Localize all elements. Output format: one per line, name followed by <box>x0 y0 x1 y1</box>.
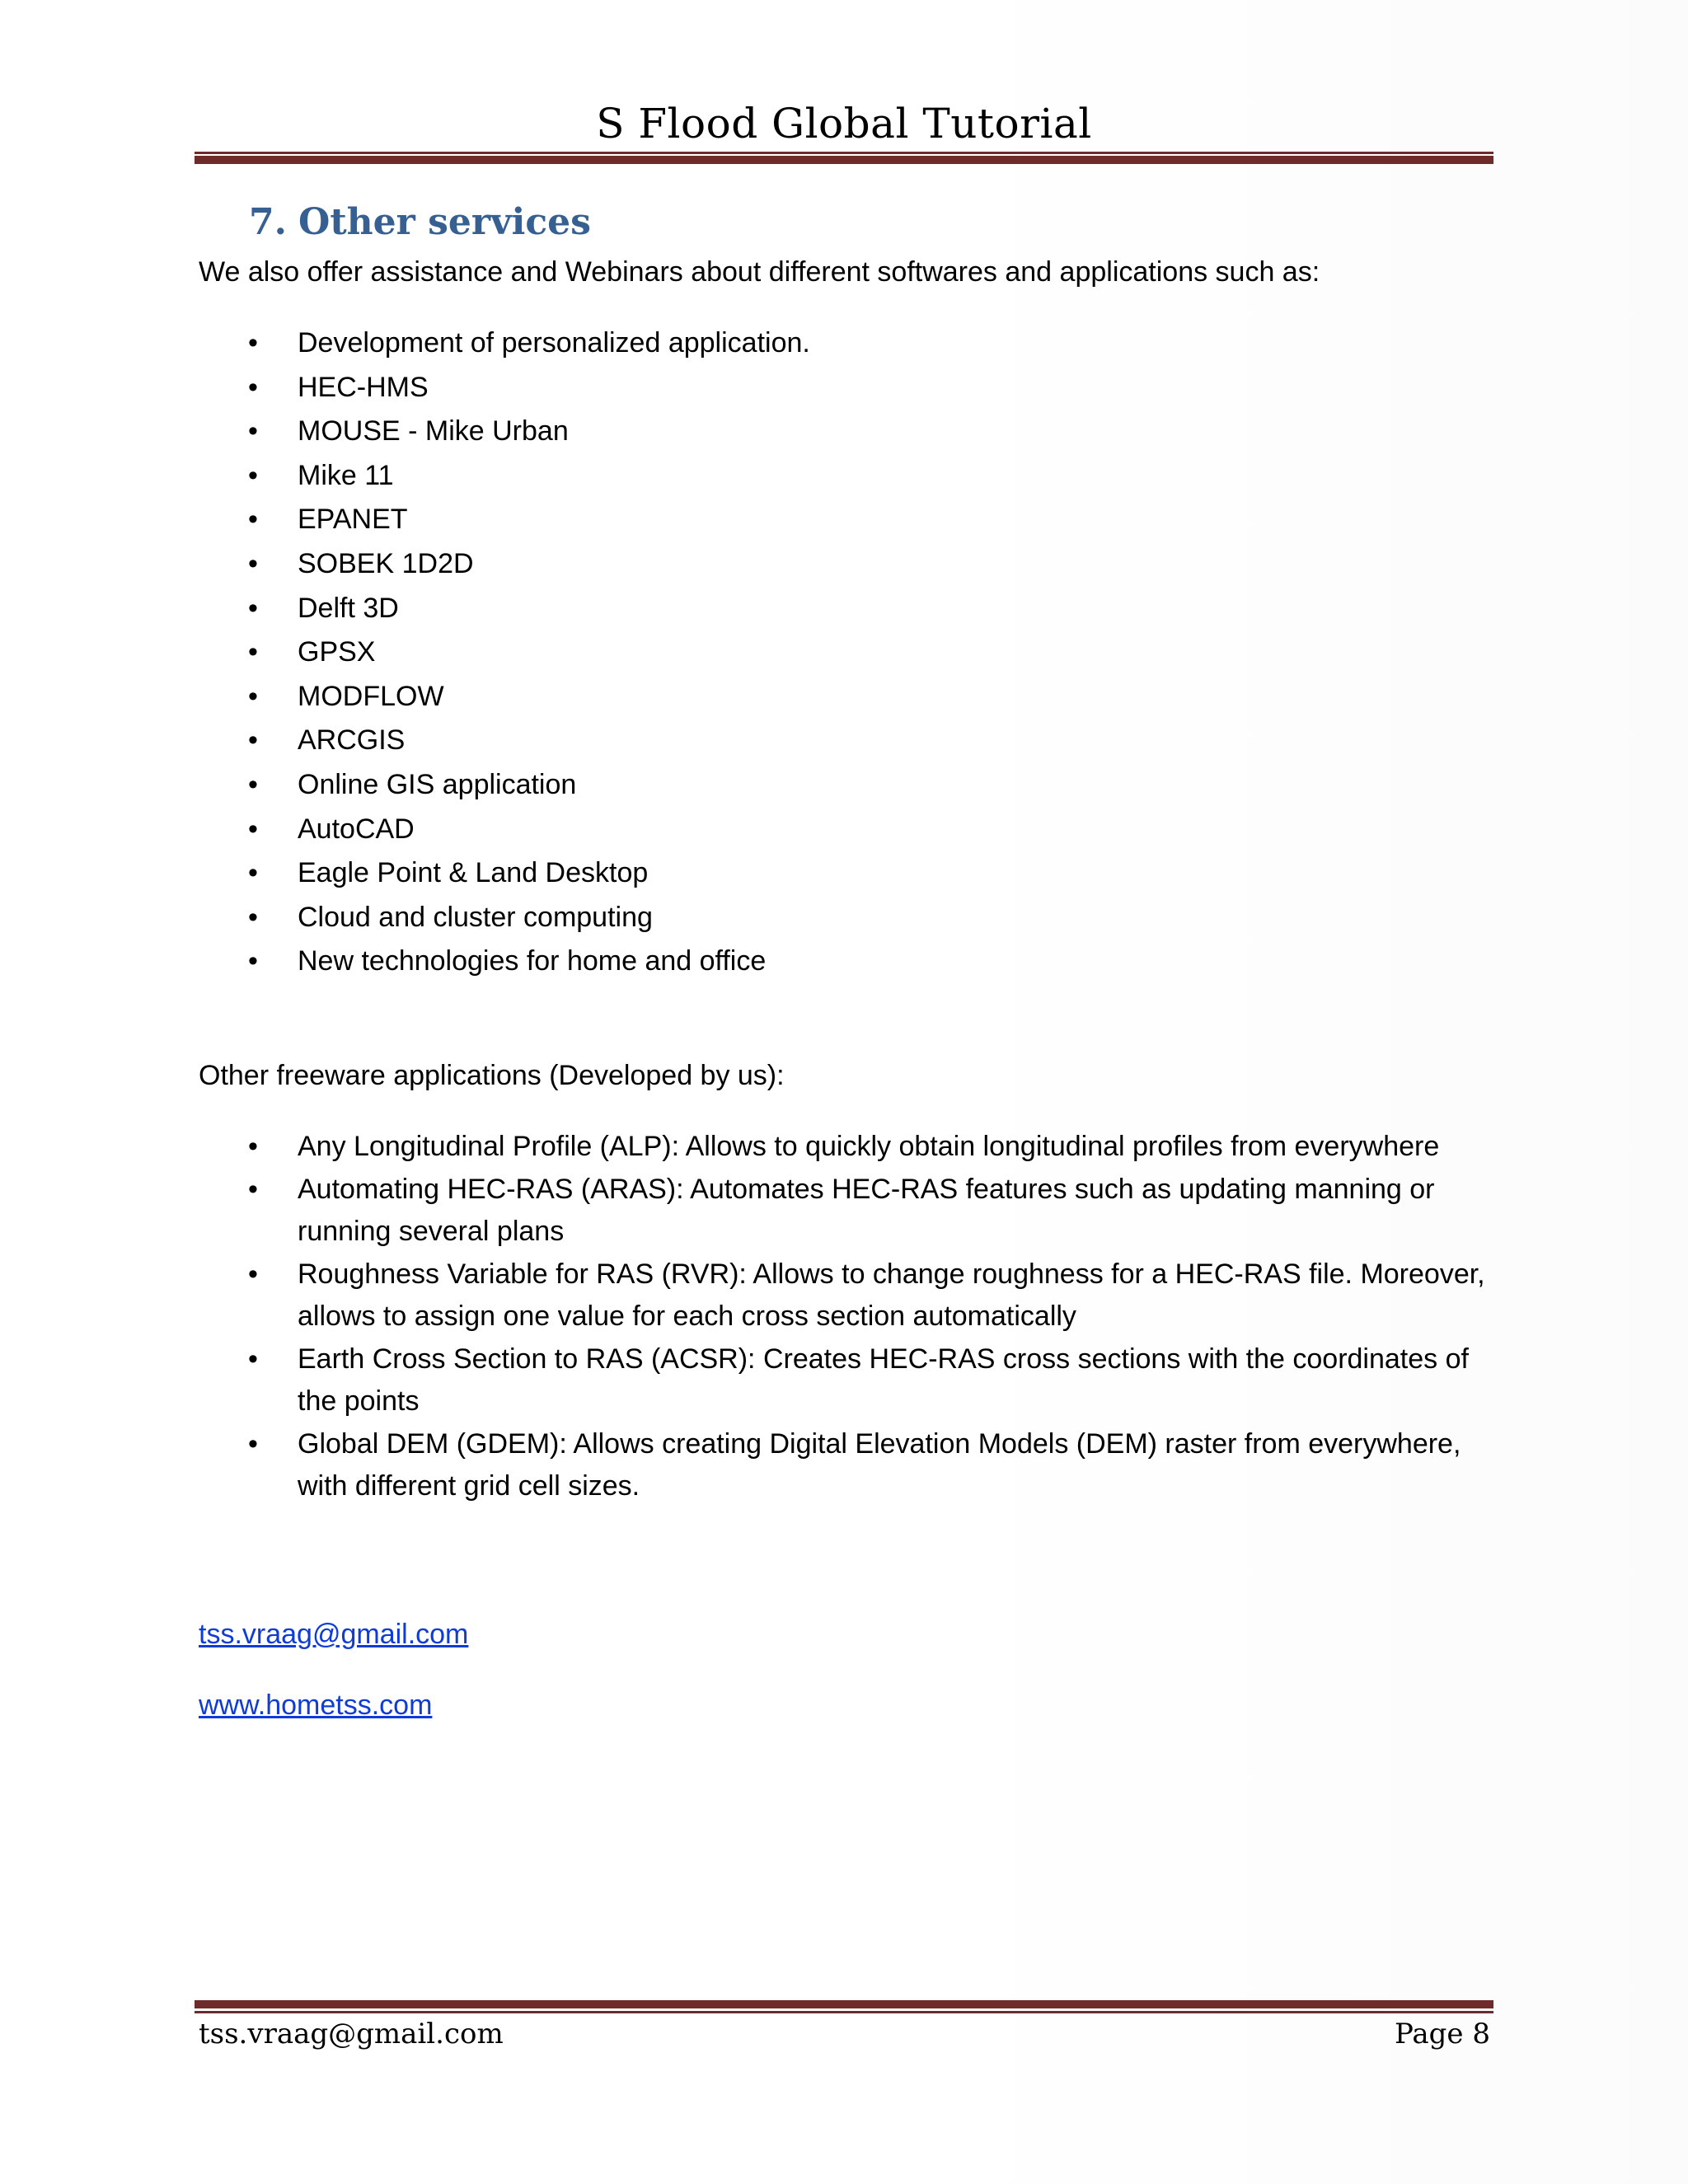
bullet-icon: • <box>248 945 258 977</box>
bullet-icon: • <box>248 371 258 403</box>
bullet-icon: • <box>248 636 258 668</box>
services-list <box>0 321 1493 984</box>
service-item <box>0 498 1493 542</box>
service-item <box>0 410 1493 454</box>
service-item <box>0 321 1493 366</box>
footer-page-number: Page 8 <box>1395 2018 1490 2050</box>
service-item-label: GPSX <box>298 636 376 668</box>
bullet-icon: • <box>248 813 258 845</box>
service-item-label: Eagle Point & Land Desktop <box>298 857 649 889</box>
service-item <box>0 808 1493 852</box>
bullet-icon: • <box>248 592 258 624</box>
header-rule-thin <box>195 152 1493 154</box>
footer-rule-thin <box>195 2011 1493 2013</box>
section-heading <box>249 198 591 247</box>
service-item-label: New technologies for home and office <box>298 945 767 977</box>
service-item <box>0 719 1493 763</box>
service-item-label: Cloud and cluster computing <box>298 901 653 933</box>
service-item <box>0 763 1493 808</box>
service-item-label: AutoCAD <box>298 813 415 845</box>
freeware-item-label: Global DEM (GDEM): Allows creating Digital Elevation Models (DEM) raster from everywhere, with different grid cell sizes. <box>298 1427 1461 1502</box>
service-item <box>0 366 1493 410</box>
bullet-icon: • <box>248 1427 258 1460</box>
service-item-label: SOBEK 1D2D <box>298 547 474 579</box>
services-intro: We also offer assistance and Webinars about different softwares and applications such as: <box>199 256 1320 288</box>
footer-rule-thick <box>195 2000 1493 2008</box>
service-item <box>0 851 1493 896</box>
service-item-label: Development of personalized application. <box>298 327 810 359</box>
website-link[interactable]: www.hometss.com <box>199 1690 433 1721</box>
bullet-icon: • <box>248 768 258 800</box>
section-number: 7. <box>249 201 287 243</box>
service-item <box>0 940 1493 984</box>
service-item-label: ARCGIS <box>298 724 406 757</box>
freeware-item-label: Roughness Variable for RAS (RVR): Allows to change roughness for a HEC-RAS file. Moreover, allows to assign one value for each cross section automatically <box>298 1258 1485 1332</box>
bullet-icon: • <box>248 1258 258 1290</box>
bullet-icon: • <box>248 547 258 579</box>
service-item-label: HEC-HMS <box>298 371 429 403</box>
service-item <box>0 630 1493 675</box>
bullet-icon: • <box>248 504 258 536</box>
service-item-label: Mike 11 <box>298 459 394 491</box>
freeware-item <box>0 1338 1493 1423</box>
freeware-item <box>0 1254 1493 1338</box>
freeware-item <box>0 1169 1493 1254</box>
service-item <box>0 587 1493 631</box>
section-title: Other services <box>298 201 591 243</box>
bullet-icon: • <box>248 459 258 491</box>
bullet-icon: • <box>248 1343 258 1375</box>
header-rule-thick <box>195 156 1493 164</box>
freeware-item-label: Earth Cross Section to RAS (ACSR): Creates HEC-RAS cross sections with the coordinates of the points <box>298 1343 1469 1417</box>
bullet-icon: • <box>248 724 258 757</box>
service-item-label: Online GIS application <box>298 768 577 800</box>
page-header-title: S Flood Global Tutorial <box>596 100 1092 148</box>
bullet-icon: • <box>248 1173 258 1205</box>
bullet-icon: • <box>248 680 258 712</box>
bullet-icon: • <box>248 327 258 359</box>
service-item <box>0 454 1493 499</box>
service-item <box>0 675 1493 719</box>
contact-email-link[interactable]: tss.vraag@gmail.com <box>199 1619 469 1650</box>
bullet-icon: • <box>248 415 258 448</box>
bullet-icon: • <box>248 857 258 889</box>
service-item-label: Delft 3D <box>298 592 399 624</box>
freeware-item-label: Automating HEC-RAS (ARAS): Automates HEC-RAS features such as updating manning or running several plans <box>298 1173 1435 1247</box>
freeware-intro: Other freeware applications (Developed by us): <box>199 1060 785 1091</box>
bullet-icon: • <box>248 1131 258 1162</box>
service-item-label: MOUSE - Mike Urban <box>298 415 569 448</box>
service-item-label: MODFLOW <box>298 680 444 712</box>
freeware-item <box>0 1126 1493 1169</box>
bullet-icon: • <box>248 901 258 933</box>
service-item <box>0 896 1493 940</box>
freeware-item <box>0 1423 1493 1508</box>
footer-email: tss.vraag@gmail.com <box>199 2018 504 2050</box>
freeware-item-label: Any Longitudinal Profile (ALP): Allows to quickly obtain longitudinal profiles from everywhere <box>298 1131 1440 1162</box>
service-item <box>0 542 1493 587</box>
freeware-list <box>0 1126 1493 1508</box>
service-item-label: EPANET <box>298 504 408 536</box>
